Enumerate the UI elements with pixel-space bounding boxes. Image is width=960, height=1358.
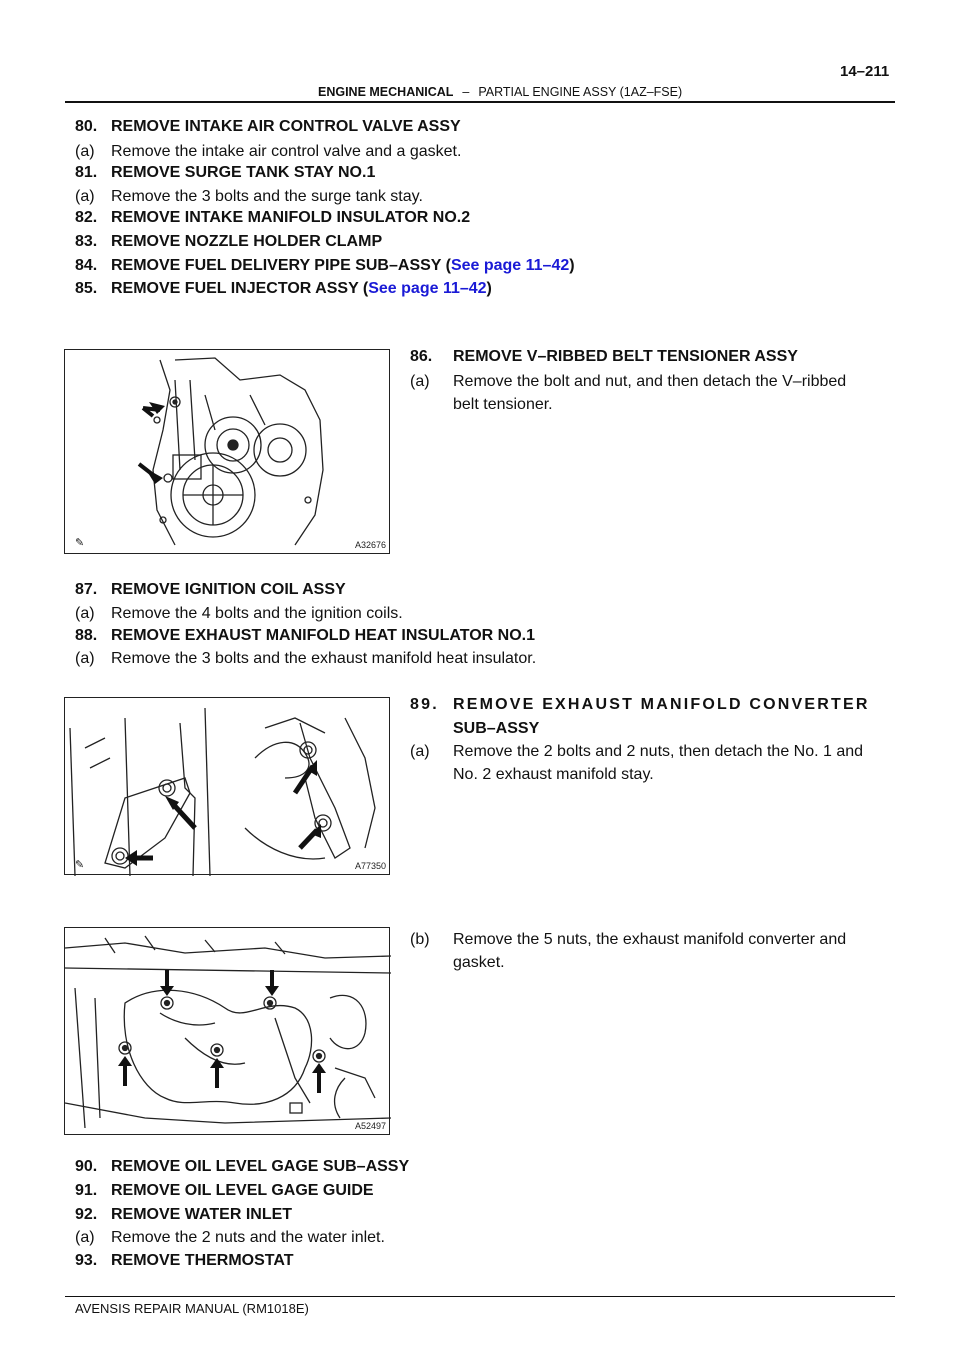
step-89: 89. REMOVE EXHAUST MANIFOLD CONVERTER	[410, 696, 870, 713]
step-87a: (a) Remove the 4 bolts and the ignition coils.	[75, 605, 403, 622]
step-88: 88. REMOVE EXHAUST MANIFOLD HEAT INSULATOR NO.1	[75, 627, 536, 644]
section-title: ENGINE MECHANICAL	[318, 85, 454, 99]
edit-pen-icon: ✎	[75, 537, 85, 549]
footer-rule	[65, 1296, 895, 1297]
figure-id: A52497	[355, 1121, 387, 1131]
step-81a: (a) Remove the 3 bolts and the surge tank stay.	[75, 188, 423, 205]
running-header	[318, 85, 682, 99]
step-80: 80. REMOVE INTAKE AIR CONTROL VALVE ASSY	[75, 118, 461, 135]
header-separator: –	[462, 85, 470, 99]
step-86a: (a) Remove the bolt and nut, and then detach the V–ribbed	[410, 373, 847, 390]
manifold-stay-illustration	[65, 698, 391, 876]
arrow-icons	[139, 402, 165, 484]
step-89a-cont: No. 2 exhaust manifold stay.	[453, 766, 654, 783]
step-89b-cont: gasket.	[453, 954, 505, 971]
step-89b: (b) Remove the 5 nuts, the exhaust manifold converter and	[410, 931, 847, 948]
edit-pen-icon: ✎	[75, 859, 85, 871]
step-91: 91. REMOVE OIL LEVEL GAGE GUIDE	[75, 1182, 374, 1199]
arrow-icons	[125, 970, 319, 1093]
figure-id: A77350	[355, 861, 387, 871]
step-80a: (a) Remove the intake air control valve and a gasket.	[75, 143, 462, 160]
step-81: 81. REMOVE SURGE TANK STAY NO.1	[75, 164, 376, 181]
step-88a: (a) Remove the 3 bolts and the exhaust manifold heat insulator.	[75, 650, 537, 667]
see-page-link-84[interactable]: See page 11–42	[450, 257, 570, 274]
footer-manual-title: AVENSIS REPAIR MANUAL (RM1018E)	[75, 1301, 309, 1316]
step-86a-cont: belt tensioner.	[453, 396, 553, 413]
figure-tensioner	[64, 349, 390, 554]
figure-id: A32676	[355, 540, 387, 550]
figure-exhaust-manifold	[64, 927, 390, 1135]
arrow-icons	[131, 766, 317, 858]
step-83: 83. REMOVE NOZZLE HOLDER CLAMP	[75, 233, 383, 250]
step-86: 86. REMOVE V–RIBBED BELT TENSIONER ASSY	[410, 348, 798, 365]
exhaust-manifold-illustration	[65, 928, 391, 1136]
page-number: 14–211	[840, 63, 890, 80]
step-84: 84. REMOVE FUEL DELIVERY PIPE SUB–ASSY (See page 11–42)	[75, 257, 575, 274]
step-92: 92. REMOVE WATER INLET	[75, 1206, 293, 1223]
figure-manifold-stay	[64, 697, 390, 875]
step-89a: (a) Remove the 2 bolts and 2 nuts, then detach the No. 1 and	[410, 743, 864, 760]
step-85: 85. REMOVE FUEL INJECTOR ASSY (See page 11–42)	[75, 280, 492, 297]
step-87: 87. REMOVE IGNITION COIL ASSY	[75, 581, 346, 598]
header-rule	[65, 101, 895, 103]
tensioner-illustration	[65, 350, 391, 555]
step-82: 82. REMOVE INTAKE MANIFOLD INSULATOR NO.2	[75, 209, 471, 226]
subsection-title: PARTIAL ENGINE ASSY (1AZ–FSE)	[478, 85, 683, 99]
step-89-cont: SUB–ASSY	[453, 720, 540, 737]
see-page-link-85[interactable]: See page 11–42	[368, 280, 487, 297]
step-92a: (a) Remove the 2 nuts and the water inlet.	[75, 1229, 385, 1246]
step-93: 93. REMOVE THERMOSTAT	[75, 1252, 294, 1269]
step-90: 90. REMOVE OIL LEVEL GAGE SUB–ASSY	[75, 1158, 410, 1175]
